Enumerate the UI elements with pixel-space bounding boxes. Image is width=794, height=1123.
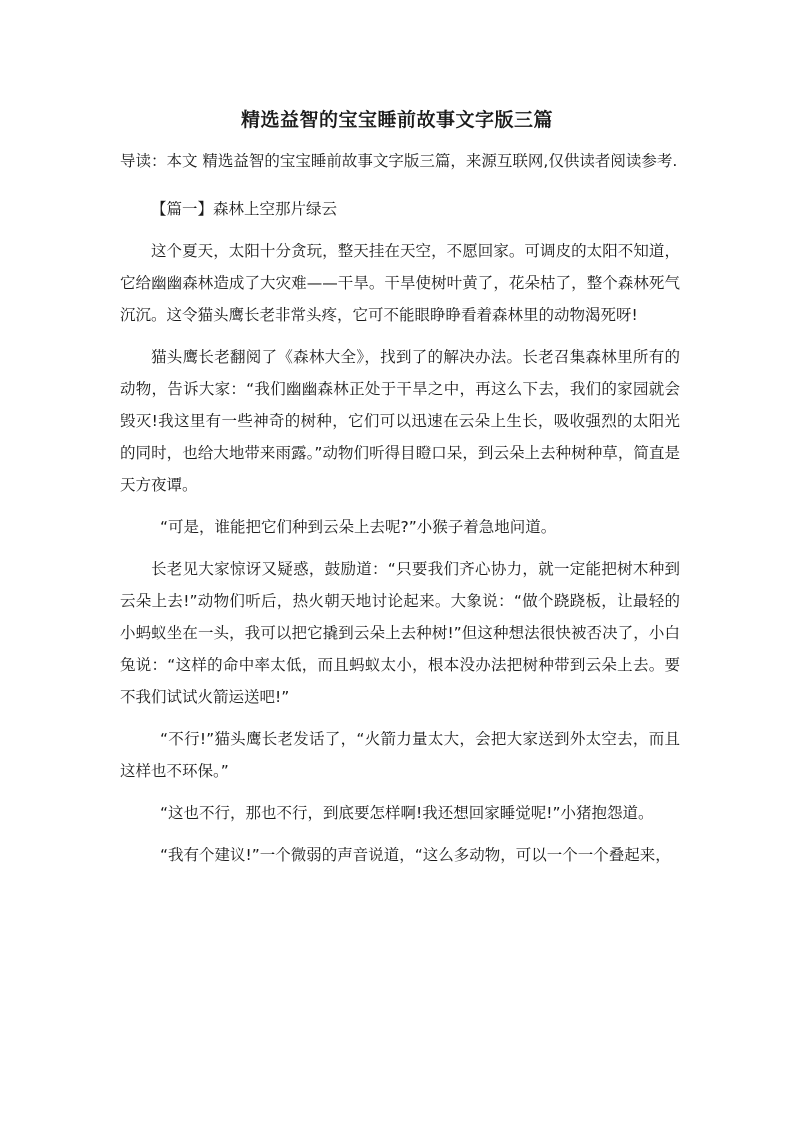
intro-paragraph: 导读：本文 精选益智的宝宝睡前故事文字版三篇，来源互联网,仅供读者阅读参考. [120,152,678,170]
story-paragraph: “可是，谁能把它们种到云朵上去呢?”小猴子着急地问道。 [160,518,557,536]
story-paragraph: 猫头鹰长老翻阅了《森林大全》，找到了的解决办法。长老召集森林里所有的动物，告诉大家：“我们幽幽森林正处于干旱之中，再这么下去，我们的家园就会毁灭!我这里有一些神奇的树种，它们可以迅速在云朵上生长，吸收强烈的太阳光的同时，也给大地带来雨露。”动物们听得目瞪口呆，到云朵上去种树种草，简直是天方夜谭。 [120,348,680,494]
section-heading: 【篇一】森林上空那片绿云 [151,200,338,218]
story-paragraph: “不行!”猫头鹰长老发话了，“火箭力量太大，会把大家送到外太空去，而且这样也不环保。” [120,730,680,780]
story-paragraph: 长老见大家惊讶又疑惑，鼓励道：“只要我们齐心协力，就一定能把树木种到云朵上去!”动物们听后，热火朝天地讨论起来。大象说：“做个跷跷板，让最轻的小蚂蚁坐在一头，我可以把它撬到云朵上去种树!”但这种想法很快被否决了，小白兔说：“这样的命中率太低，而且蚂蚁太小，根本没办法把树种带到云朵上去。要不我们试试火箭运送吧!” [120,560,680,706]
story-paragraph: “这也不行，那也不行，到底要怎样啊!我还想回家睡觉呢!”小猪抱怨道。 [160,804,654,822]
story-paragraph: 这个夏天，太阳十分贪玩，整天挂在天空，不愿回家。可调皮的太阳不知道，它给幽幽森林造成了大灾难——干旱。干旱使树叶黄了，花朵枯了，整个森林死气沉沉。这令猫头鹰长老非常头疼，它可不能眼睁睁看着森林里的动物渴死呀! [120,242,680,324]
document-title: 精选益智的宝宝睡前故事文字版三篇 [240,109,553,131]
story-paragraph: “我有个建议!”一个微弱的声音说道，“这么多动物，可以一个一个叠起来， [160,846,671,864]
document-body [120,145,680,881]
